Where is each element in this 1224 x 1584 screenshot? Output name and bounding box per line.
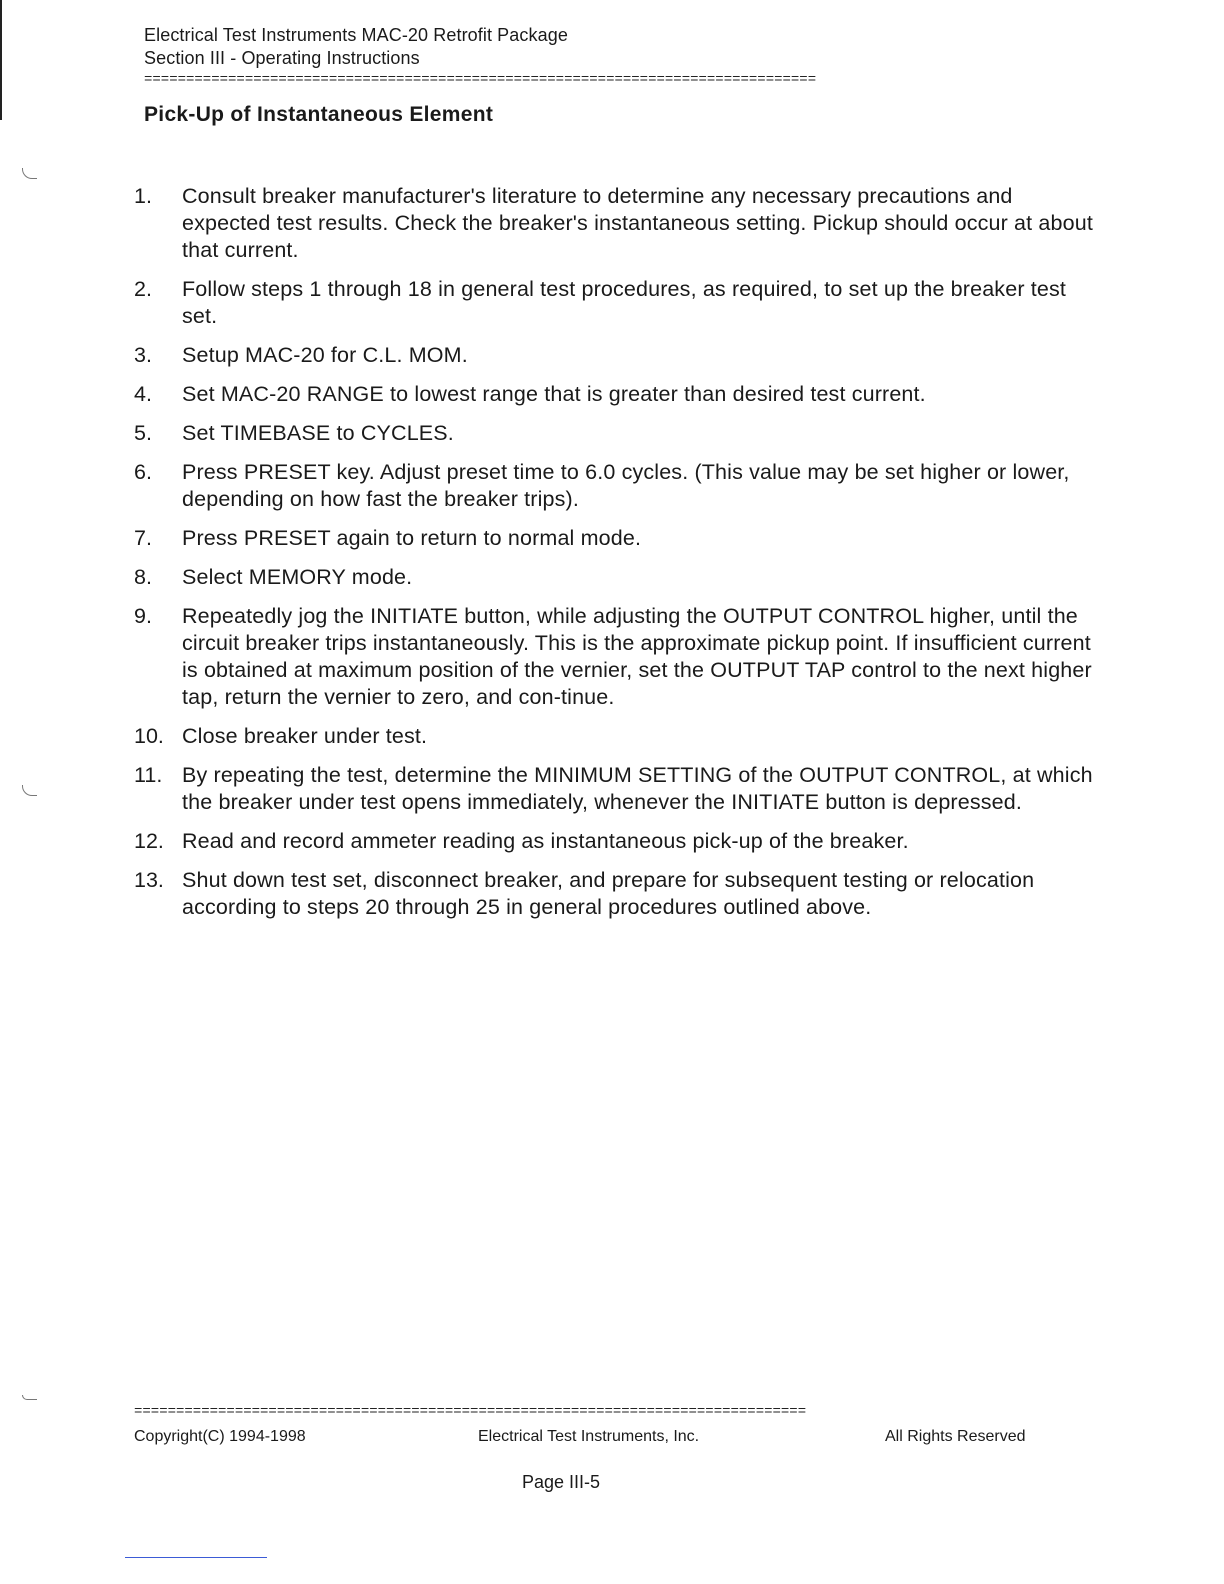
step-number: 7. xyxy=(134,526,152,550)
step-text: Follow steps 1 through 18 in general test procedures, as required, to set up the breaker test set. xyxy=(182,277,1067,328)
footer-copyright: Copyright(C) 1994-1998 xyxy=(134,1428,306,1445)
step-item xyxy=(134,420,1094,447)
header-rule: ================================================================================ xyxy=(144,73,817,87)
step-item xyxy=(134,381,1094,408)
step-number: 12. xyxy=(134,829,164,853)
step-number: 5. xyxy=(134,421,152,445)
step-item xyxy=(134,867,1094,921)
step-item xyxy=(134,603,1094,711)
step-number: 6. xyxy=(134,460,152,484)
step-text: Set MAC-20 RANGE to lowest range that is greater than desired test current. xyxy=(182,382,926,406)
step-item xyxy=(134,525,1094,552)
page-edge xyxy=(0,0,2,120)
step-text: Repeatedly jog the INITIATE button, while adjusting the OUTPUT CONTROL higher, until the circuit breaker trips instantaneously. This is the approximate pickup point. If insufficient current is obtained at maximum position of the vernier, set the OUTPUT TAP control to the next higher tap, return the vernier to zero, and con-tinue. xyxy=(182,604,1092,709)
step-item xyxy=(134,723,1094,750)
footer-rights: All Rights Reserved xyxy=(885,1428,1026,1445)
step-text: Select MEMORY mode. xyxy=(182,565,413,589)
step-item xyxy=(134,276,1094,330)
step-number: 13. xyxy=(134,868,164,892)
step-item xyxy=(134,762,1094,816)
step-number: 9. xyxy=(134,604,152,628)
step-text: Consult breaker manufacturer's literature to determine any necessary precautions and expected test results. Check the breaker's instantaneous setting. Pickup should occur at about that current. xyxy=(182,184,1093,262)
step-text: By repeating the test, determine the MINIMUM SETTING of the OUTPUT CONTROL, at which the breaker under test opens immediately, whenever the INITIATE button is depressed. xyxy=(182,763,1093,814)
step-text: Close breaker under test. xyxy=(182,724,428,748)
step-item xyxy=(134,828,1094,855)
scan-artifact xyxy=(22,785,37,796)
page-footer xyxy=(134,1405,1054,1492)
section-title: Pick-Up of Instantaneous Element xyxy=(144,103,494,126)
step-item xyxy=(134,564,1094,591)
page-header xyxy=(144,24,1044,87)
footer-company: Electrical Test Instruments, Inc. xyxy=(478,1428,700,1445)
step-item xyxy=(134,342,1094,369)
footer-row xyxy=(134,1428,1054,1492)
step-number: 1. xyxy=(134,184,152,208)
scan-artifact xyxy=(22,168,37,179)
step-text: Press PRESET again to return to normal mode. xyxy=(182,526,642,550)
step-number: 8. xyxy=(134,565,152,589)
step-text: Press PRESET key. Adjust preset time to 6.0 cycles. (This value may be set higher or lower, depending on how fast the breaker trips). xyxy=(182,460,1070,511)
scan-artifact-line xyxy=(125,1557,267,1558)
step-text: Shut down test set, disconnect breaker, and prepare for subsequent testing or relocation according to steps 20 through 25 in general procedures outlined above. xyxy=(182,868,1035,919)
step-text: Set TIMEBASE to CYCLES. xyxy=(182,421,454,445)
step-text: Setup MAC-20 for C.L. MOM. xyxy=(182,343,468,367)
step-text: Read and record ammeter reading as instantaneous pick-up of the breaker. xyxy=(182,829,909,853)
step-item xyxy=(134,183,1094,264)
scan-artifact xyxy=(22,1395,37,1400)
step-number: 2. xyxy=(134,277,152,301)
step-number: 10. xyxy=(134,724,164,748)
step-number: 3. xyxy=(134,343,152,367)
step-number: 11. xyxy=(134,763,163,787)
procedure-steps xyxy=(134,183,1094,933)
header-section: Section III - Operating Instructions xyxy=(144,48,420,68)
footer-rule: ================================================================================ xyxy=(134,1405,807,1419)
header-title: Electrical Test Instruments MAC-20 Retrofit Package xyxy=(144,25,568,45)
step-number: 4. xyxy=(134,382,152,406)
step-item xyxy=(134,459,1094,513)
page-number: Page III-5 xyxy=(522,1472,601,1492)
